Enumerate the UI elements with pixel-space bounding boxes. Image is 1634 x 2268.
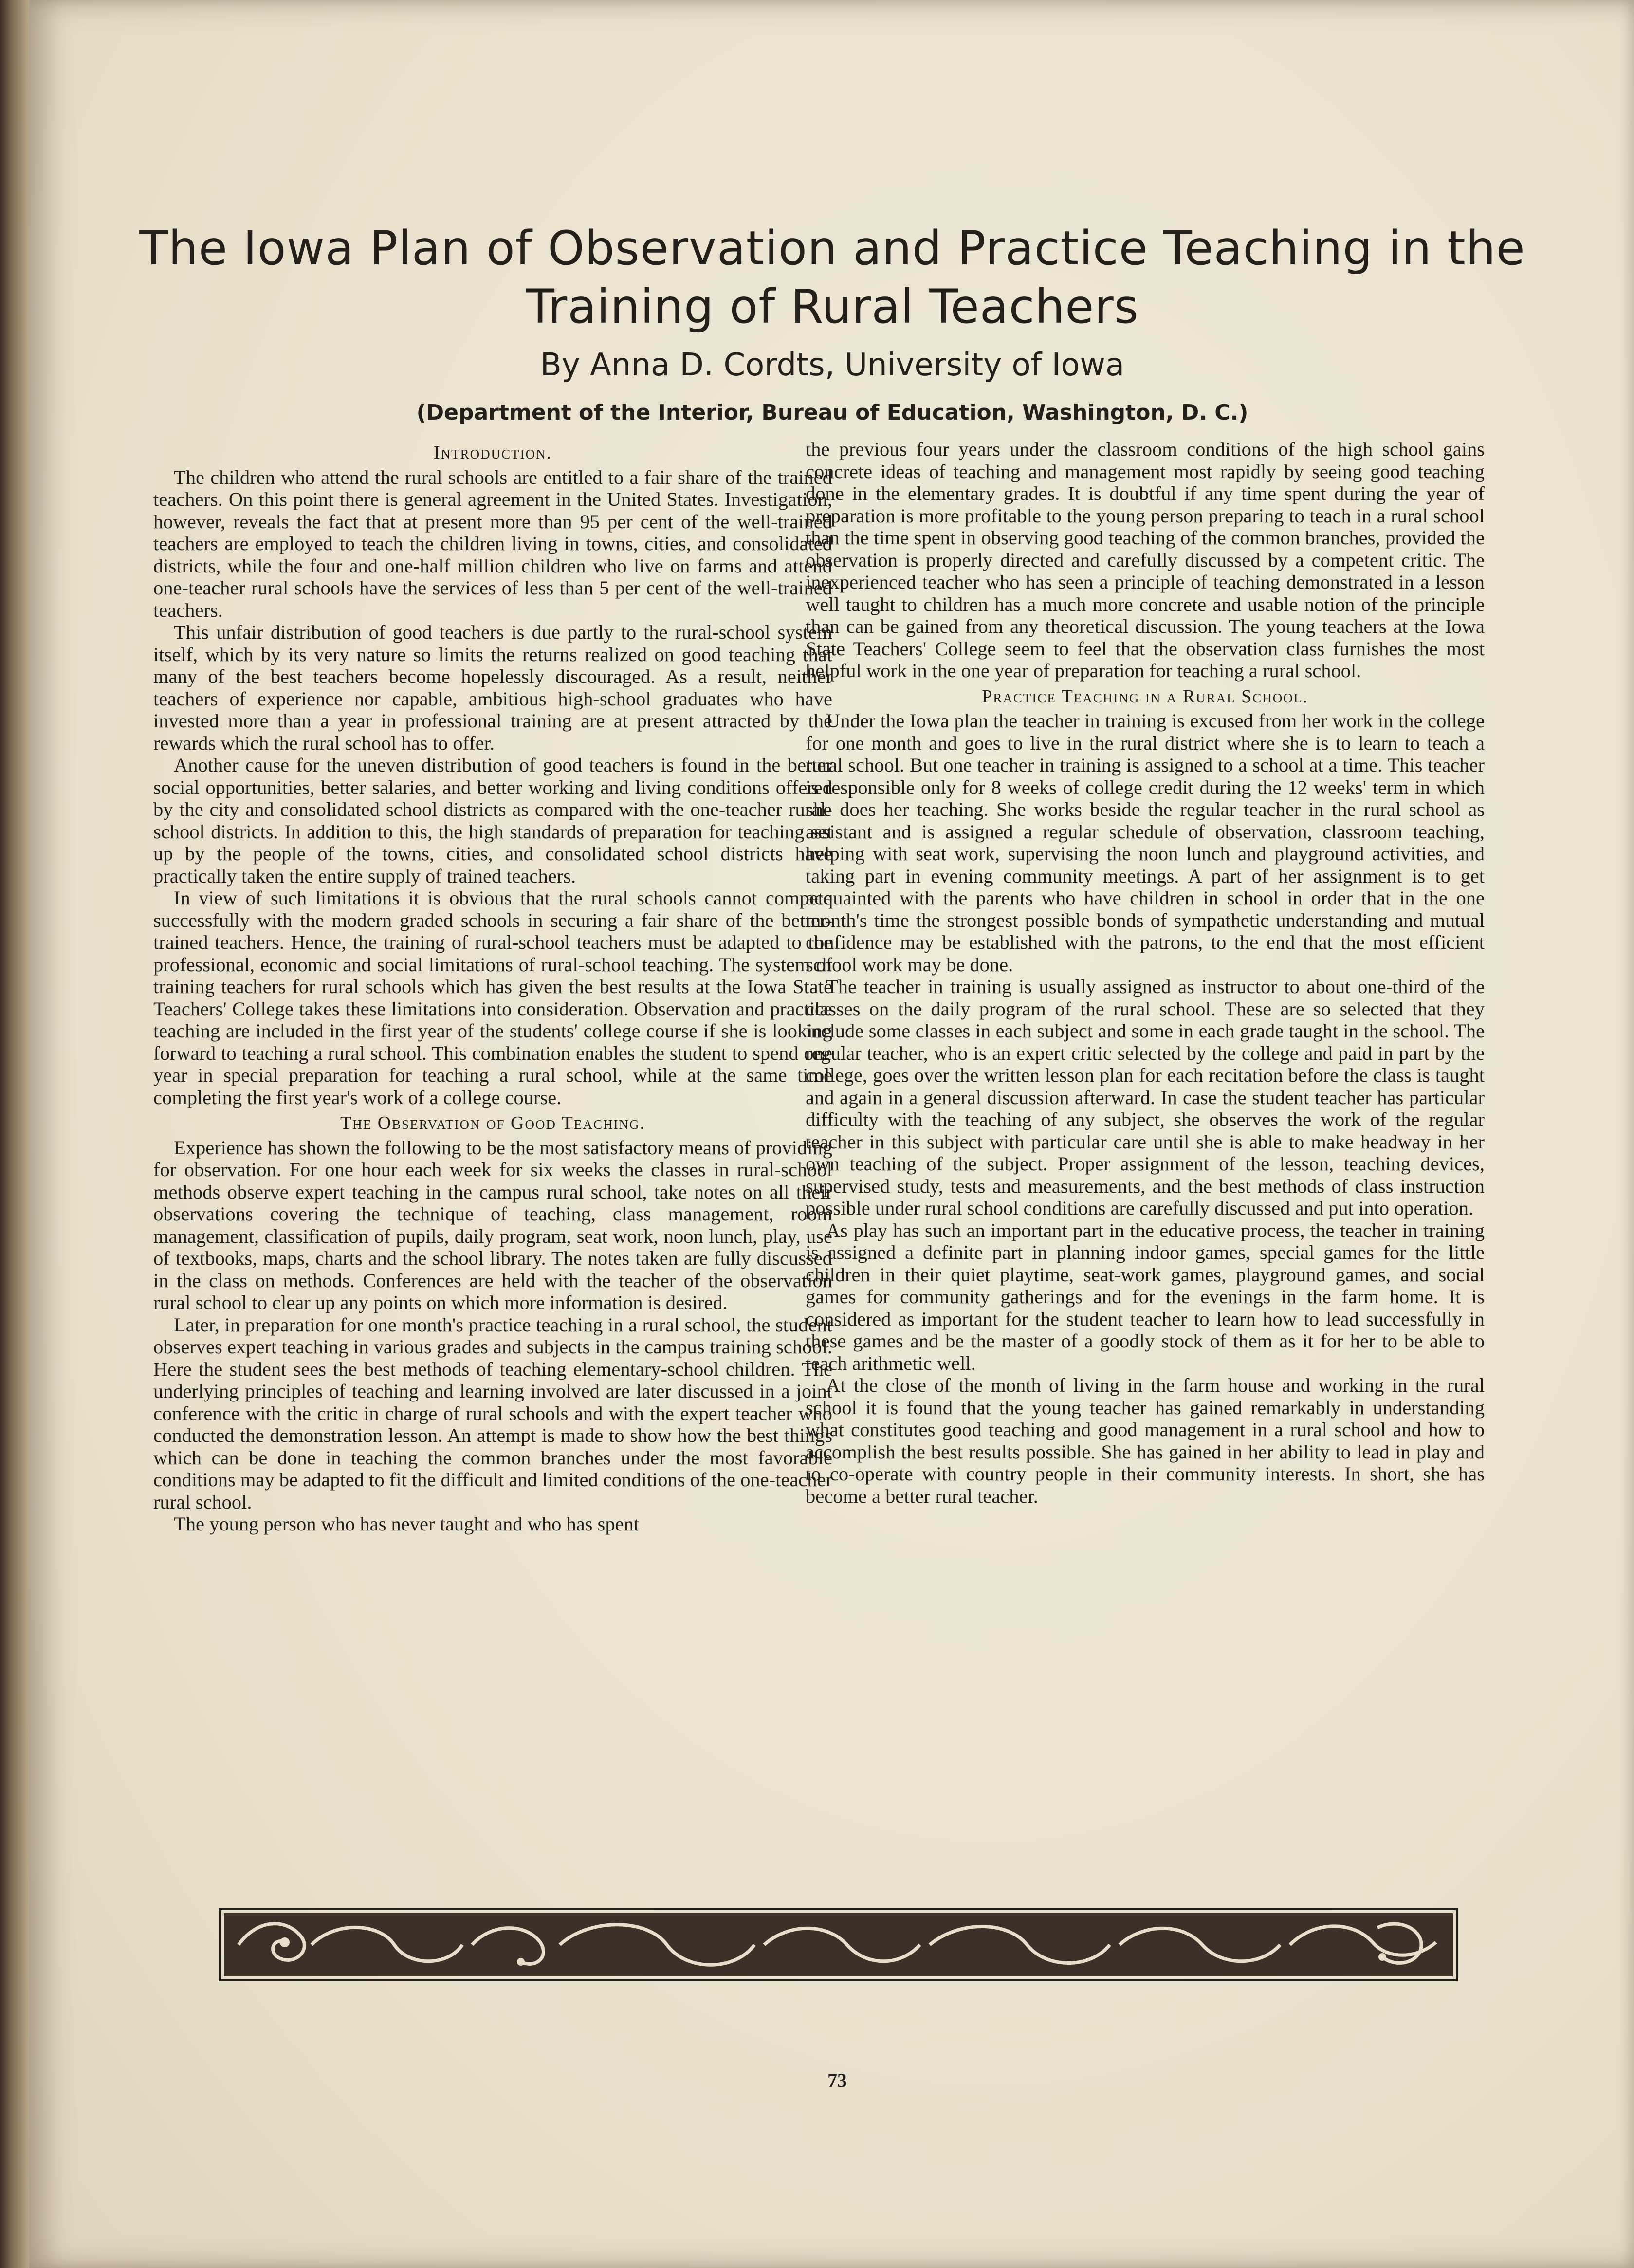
paragraph: The teacher in training is usually assigned as instructor to about one-third of the classes on the daily program of the rural school. These are so selected that they include some classes in each subject and some in each grade taught in the school. The regular teacher, who is an expert critic selected by the college and paid in part by the college, goes over the written lesson plan for each recitation before the class is taught and again in a general discussion afterward. In case the student teacher has particular difficulty with the teaching of any subject, she observes the work of the regular teacher in this subject with particular care until she is able to make headway in her own teaching of the subject. Proper assignment of the lesson, teaching devices, supervised study, tests and measurements, and the best methods of class instruction possible under rural school conditions are carefully discussed and put into operation. <box>806 976 1485 1219</box>
article-header <box>127 219 1538 431</box>
section-heading-introduction: Introduction. <box>433 443 552 463</box>
paragraph: In view of such limitations it is obvious that the rural schools cannot compete successfully with the modern graded schools in securing a fair share of the better-trained teachers. Hence, the training of rural-school teachers must be adapted to the professional, economic and social limitations of rural-school teaching. The system of training teachers for rural schools which has given the best results at the Iowa State Teachers' College takes these limitations into consideration. Observation and practice teaching are included in the first year of the students' college course if she is looking forward to teaching a rural school. This combination enables the student to spend one year in special preparation for teaching a rural school, while at the same time completing the first year's work of a college course. <box>153 887 832 1108</box>
department-credit: (Department of the Interior, Bureau of Education, Washington, D. C.) <box>416 400 1248 425</box>
paragraph-continued: the previous four years under the classroom conditions of the high school gains concrete ideas of teaching and management most rapidly by seeing good teaching done in the elementary grades. It is doubtful if any time spent during the year of preparation is more profitable to the young person preparing to teach in a rural school than the time spent in observing good teaching of the common branches, provided the observation is properly directed and carefully discussed by a competent critic. The inexperienced teacher who has seen a principle of teaching demonstrated in a lesson well taught to children has a much more concrete and usable notion of the principle than can be gained from any theoretical discussion. The young teachers at the Iowa State Teachers' College seem to feel that the observation class furnishes the most helpful work in the one year of preparation for teaching a rural school. <box>806 438 1485 682</box>
paragraph: As play has such an important part in the educative process, the teacher in training is assigned a definite part in planning indoor games, special games for the little children in their quiet playtime, seat-work games, playground games, and social games for community gatherings and for the evenings in the farm home. It is considered as important for the student teacher to learn how to lead successfully in these games and be the master of a goodly stock of them as it for her to be able to teach arithmetic well. <box>806 1219 1485 1374</box>
paragraph: The children who attend the rural schools are entitled to a fair share of the trained teachers. On this point there is general agreement in the United States. Investigation, however, reveals the fact that at present more than 95 per cent of the well-trained teachers are employed to teach the children living in towns, cities, and consolidated districts, while the four and one-half million children who live on farms and attend one-teacher rural schools have the services of less than 5 per cent of the well-trained teachers. <box>153 466 832 621</box>
decorative-scroll-ornament <box>219 1908 1458 1981</box>
paragraph: Another cause for the uneven distribution of good teachers is found in the better social opportunities, better salaries, and better working and living conditions offered by the city and consolidated school districts as compared with the one-teacher rural-school districts. In addition to this, the high standards of preparation for teaching set up by the people of the towns, cities, and consolidated school districts have practically taken the entire supply of trained teachers. <box>153 754 832 887</box>
paragraph: This unfair distribution of good teachers is due partly to the rural-school system itself, which by its very nature so limits the returns realized on good teaching that many of the best teachers become hopelessly discouraged. As a result, neither teachers of experience nor capable, ambitious high-school graduates who have invested more than a year in professional training are at present attracted by the rewards which the rural school has to offer. <box>153 621 832 754</box>
author-byline: By Anna D. Cordts, University of Iowa <box>540 347 1125 383</box>
article-title-line-2: Training of Rural Teachers <box>526 279 1139 334</box>
section-heading-practice: Practice Teaching in a Rural School. <box>982 686 1308 707</box>
paragraph: Later, in preparation for one month's practice teaching in a rural school, the student observes expert teaching in various grades and subjects in the campus training school. Here the student sees the best methods of teaching elementary-school children. The underlying principles of teaching and learning involved are later discussed in a joint conference with the critic in charge of rural schools and with the expert teacher who conducted the demonstration lesson. An attempt is made to show how the best things which can be done in teaching the common branches under the most favorable conditions may be adapted to fit the difficult and limited conditions of the one-teacher rural school. <box>153 1313 832 1513</box>
facing-page-edge <box>0 0 29 2268</box>
magazine-page <box>29 0 1634 2268</box>
article-title-line-1: The Iowa Plan of Observation and Practice Teaching in the <box>139 221 1525 276</box>
paragraph: At the close of the month of living in the farm house and working in the rural school it is found that the young teacher has gained remarkably in understanding what constitutes good teaching and good management in a rural school and how to accomplish the best results possible. She has gained in her ability to lead in play and to co-operate with country people in their community interests. In short, she has become a better rural teacher. <box>806 1374 1485 1507</box>
section-heading-observation: The Observation of Good Teaching. <box>340 1113 645 1133</box>
paragraph: Experience has shown the following to be the most satisfactory means of providing for observation. For one hour each week for six weeks the classes in rural-school methods observe expert teaching in the campus rural school, take notes on all their observations covering the technique of teaching, class management, room management, classification of pupils, daily program, seat work, noon lunch, play, use of textbooks, maps, charts and the school library. The notes taken are fully discussed in the class on methods. Conferences are held with the teacher of the observation rural school to clear up any points on which more information is desired. <box>153 1136 832 1313</box>
paragraph: Under the Iowa plan the teacher in training is excused from her work in the college for one month and goes to live in the rural district where she is to learn to teach a rural school. But one teacher in training is assigned to a school at a time. This teacher is responsible only for 8 weeks of college credit during the 12 weeks' term in which she does her teaching. She works beside the regular teacher in the rural school as assistant and is assigned a regular schedule of observation, classroom teaching, helping with seat work, supervising the noon lunch and playground activities, and taking part in evening community meetings. A part of her assignment is to get acquainted with the parents who have children in school in order that in the one month's time the strongest possible bonds of sympathetic understanding and mutual confidence may be established with the patrons, to the end that the most efficient school work may be done. <box>806 710 1485 976</box>
paragraph: The young person who has never taught and who has spent <box>174 1513 640 1535</box>
page-number: 73 <box>827 2069 847 2091</box>
left-column <box>153 438 832 1535</box>
right-column <box>806 438 1485 1507</box>
